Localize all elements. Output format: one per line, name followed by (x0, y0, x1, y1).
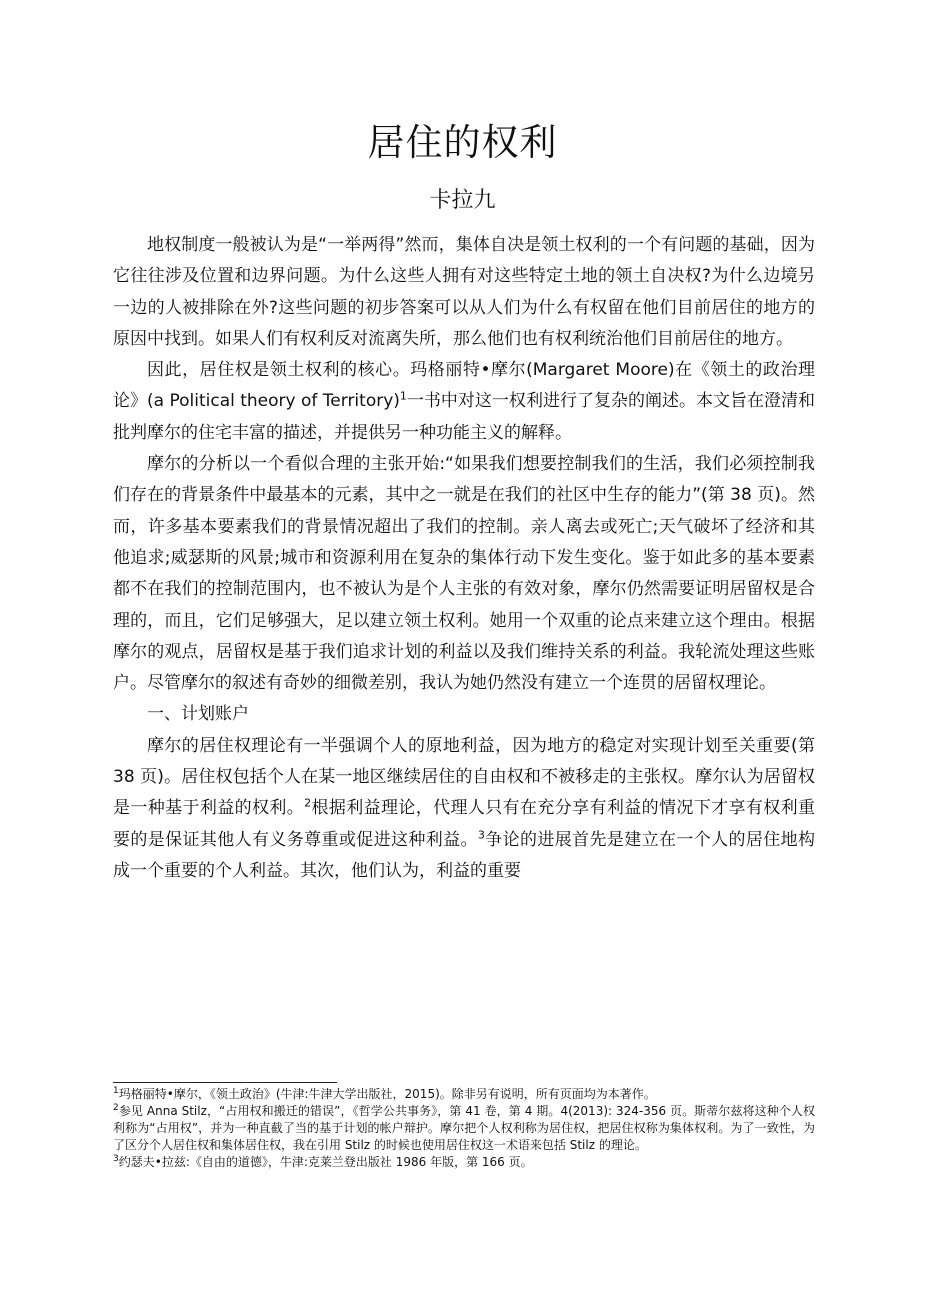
paragraph-3: 摩尔的分析以一个看似合理的主张开始:“如果我们想要控制我们的生活，我们必须控制我们存在的背景条件中最基本的元素，其中之一就是在我们的社区中生存的能力”(第 38 页)。然而，许多基本要素我们的背景情况超出了我们的控制。亲人离去或死亡;天气破坏了经济和其他追求;威瑟斯的风景;城市和资源利用在复杂的集体行动下发生变化。鉴于如此多的基本要素都不在我们的控制范围内，也不被认为是个人主张的有效对象，摩尔仍然需要证明居留权是合理的，而且，它们足够强大，足以建立领土权利。她用一个双重的论点来建立这个理由。根据摩尔的观点，居留权是基于我们追求计划的利益以及我们维持关系的利益。我轮流处理这些账户。尽管摩尔的叙述有奇妙的细微差别，我认为她仍然没有建立一个连贯的居留权理论。 (113, 454, 815, 694)
footnote-2 (113, 1103, 815, 1154)
paragraph-2 (113, 355, 815, 449)
footnote-2-text: 参见 Anna Stilz，“占用权和搬迁的错误”，《哲学公共事务》，第 41 卷，第 4 期。4(2013): 324-356 页。斯蒂尔兹将这种个人权利称为“占用权”，并为一种直截了当的基于计划的帐户辩护。摩尔把个人权利称为居住权，把居住权称为集体权利。为了一致性，为了区分个人居住权和集体居住权，我在引用 Stilz 的时候也使用居住权这一术语来包括 Stilz 的理论。 (113, 1104, 815, 1152)
footnote-3 (113, 1154, 815, 1171)
footnote-1-text: 玛格丽特•摩尔，《领土政治》(牛津:牛津大学出版社，2015)。除非另有说明，所有页面均为本著作。 (118, 1087, 656, 1101)
footnote-3-text: 约瑟夫•拉兹:《自由的道德》，牛津:克莱兰登出版社 1986 年版，第 166 页。 (118, 1155, 533, 1169)
footnote-divider (113, 1082, 337, 1083)
paragraph-1: 地权制度一般被认为是“一举两得”然而，集体自决是领土权利的一个有问题的基础，因为它往往涉及位置和边界问题。为什么这些人拥有对这些特定土地的领土自决权?为什么边境另一边的人被排除在外?这些问题的初步答案可以从人们为什么有权留在他们目前居住的地方的原因中找到。如果人们有权利反对流离失所，那么他们也有权利统治他们目前居住的地方。 (113, 235, 815, 349)
footnote-ref-2[interactable]: 2 (304, 796, 312, 810)
paragraph-2-text-b: 一书中对这一权利进行了复杂的阐述。本文旨在澄清和批判摩尔的住宅丰富的描述，并提供另一种功能主义的解释。 (113, 391, 816, 443)
section-heading: 一、计划账户 (147, 704, 249, 725)
footnote-2-mark: 2 (113, 1103, 119, 1113)
footnote-ref-3[interactable]: 3 (477, 827, 485, 841)
footnotes (113, 1086, 815, 1171)
author-name: 卡拉九 (429, 188, 496, 213)
paragraph-4-text-b: 根据利益理论，代理人只有在充分享有利益的情况下才享有权利重要的是保证其他人有义务尊重或促进这种利益。 (113, 798, 815, 850)
footnote-1 (113, 1086, 815, 1103)
paragraph-4-text-a: 摩尔的居住权理论有一半强调个人的原地利益，因为地方的稳定对实现计划至关重要(第 38 页)。居住权包括个人在某一地区继续居住的自由权和不被移走的主张权。摩尔认为居留权是一种基于利益的权利。 (113, 735, 815, 819)
page-title: 居住的权利 (367, 121, 558, 164)
article-body (113, 230, 815, 887)
paragraph-4 (113, 731, 815, 887)
footnote-3-mark: 3 (113, 1154, 119, 1164)
paragraph-2-text-a: 因此，居住权是领土权利的核心。玛格丽特•摩尔(Margaret Moore)在《领土的政治理论》(a Political theory of Territory) (113, 360, 815, 412)
paragraph-4-text-c: 争论的进展首先是建立在一个人的居住地构成一个重要的个人利益。其次，他们认为，利益的重要 (113, 829, 815, 881)
footnote-ref-1[interactable]: 1 (399, 389, 407, 403)
footnote-1-mark: 1 (113, 1086, 119, 1096)
